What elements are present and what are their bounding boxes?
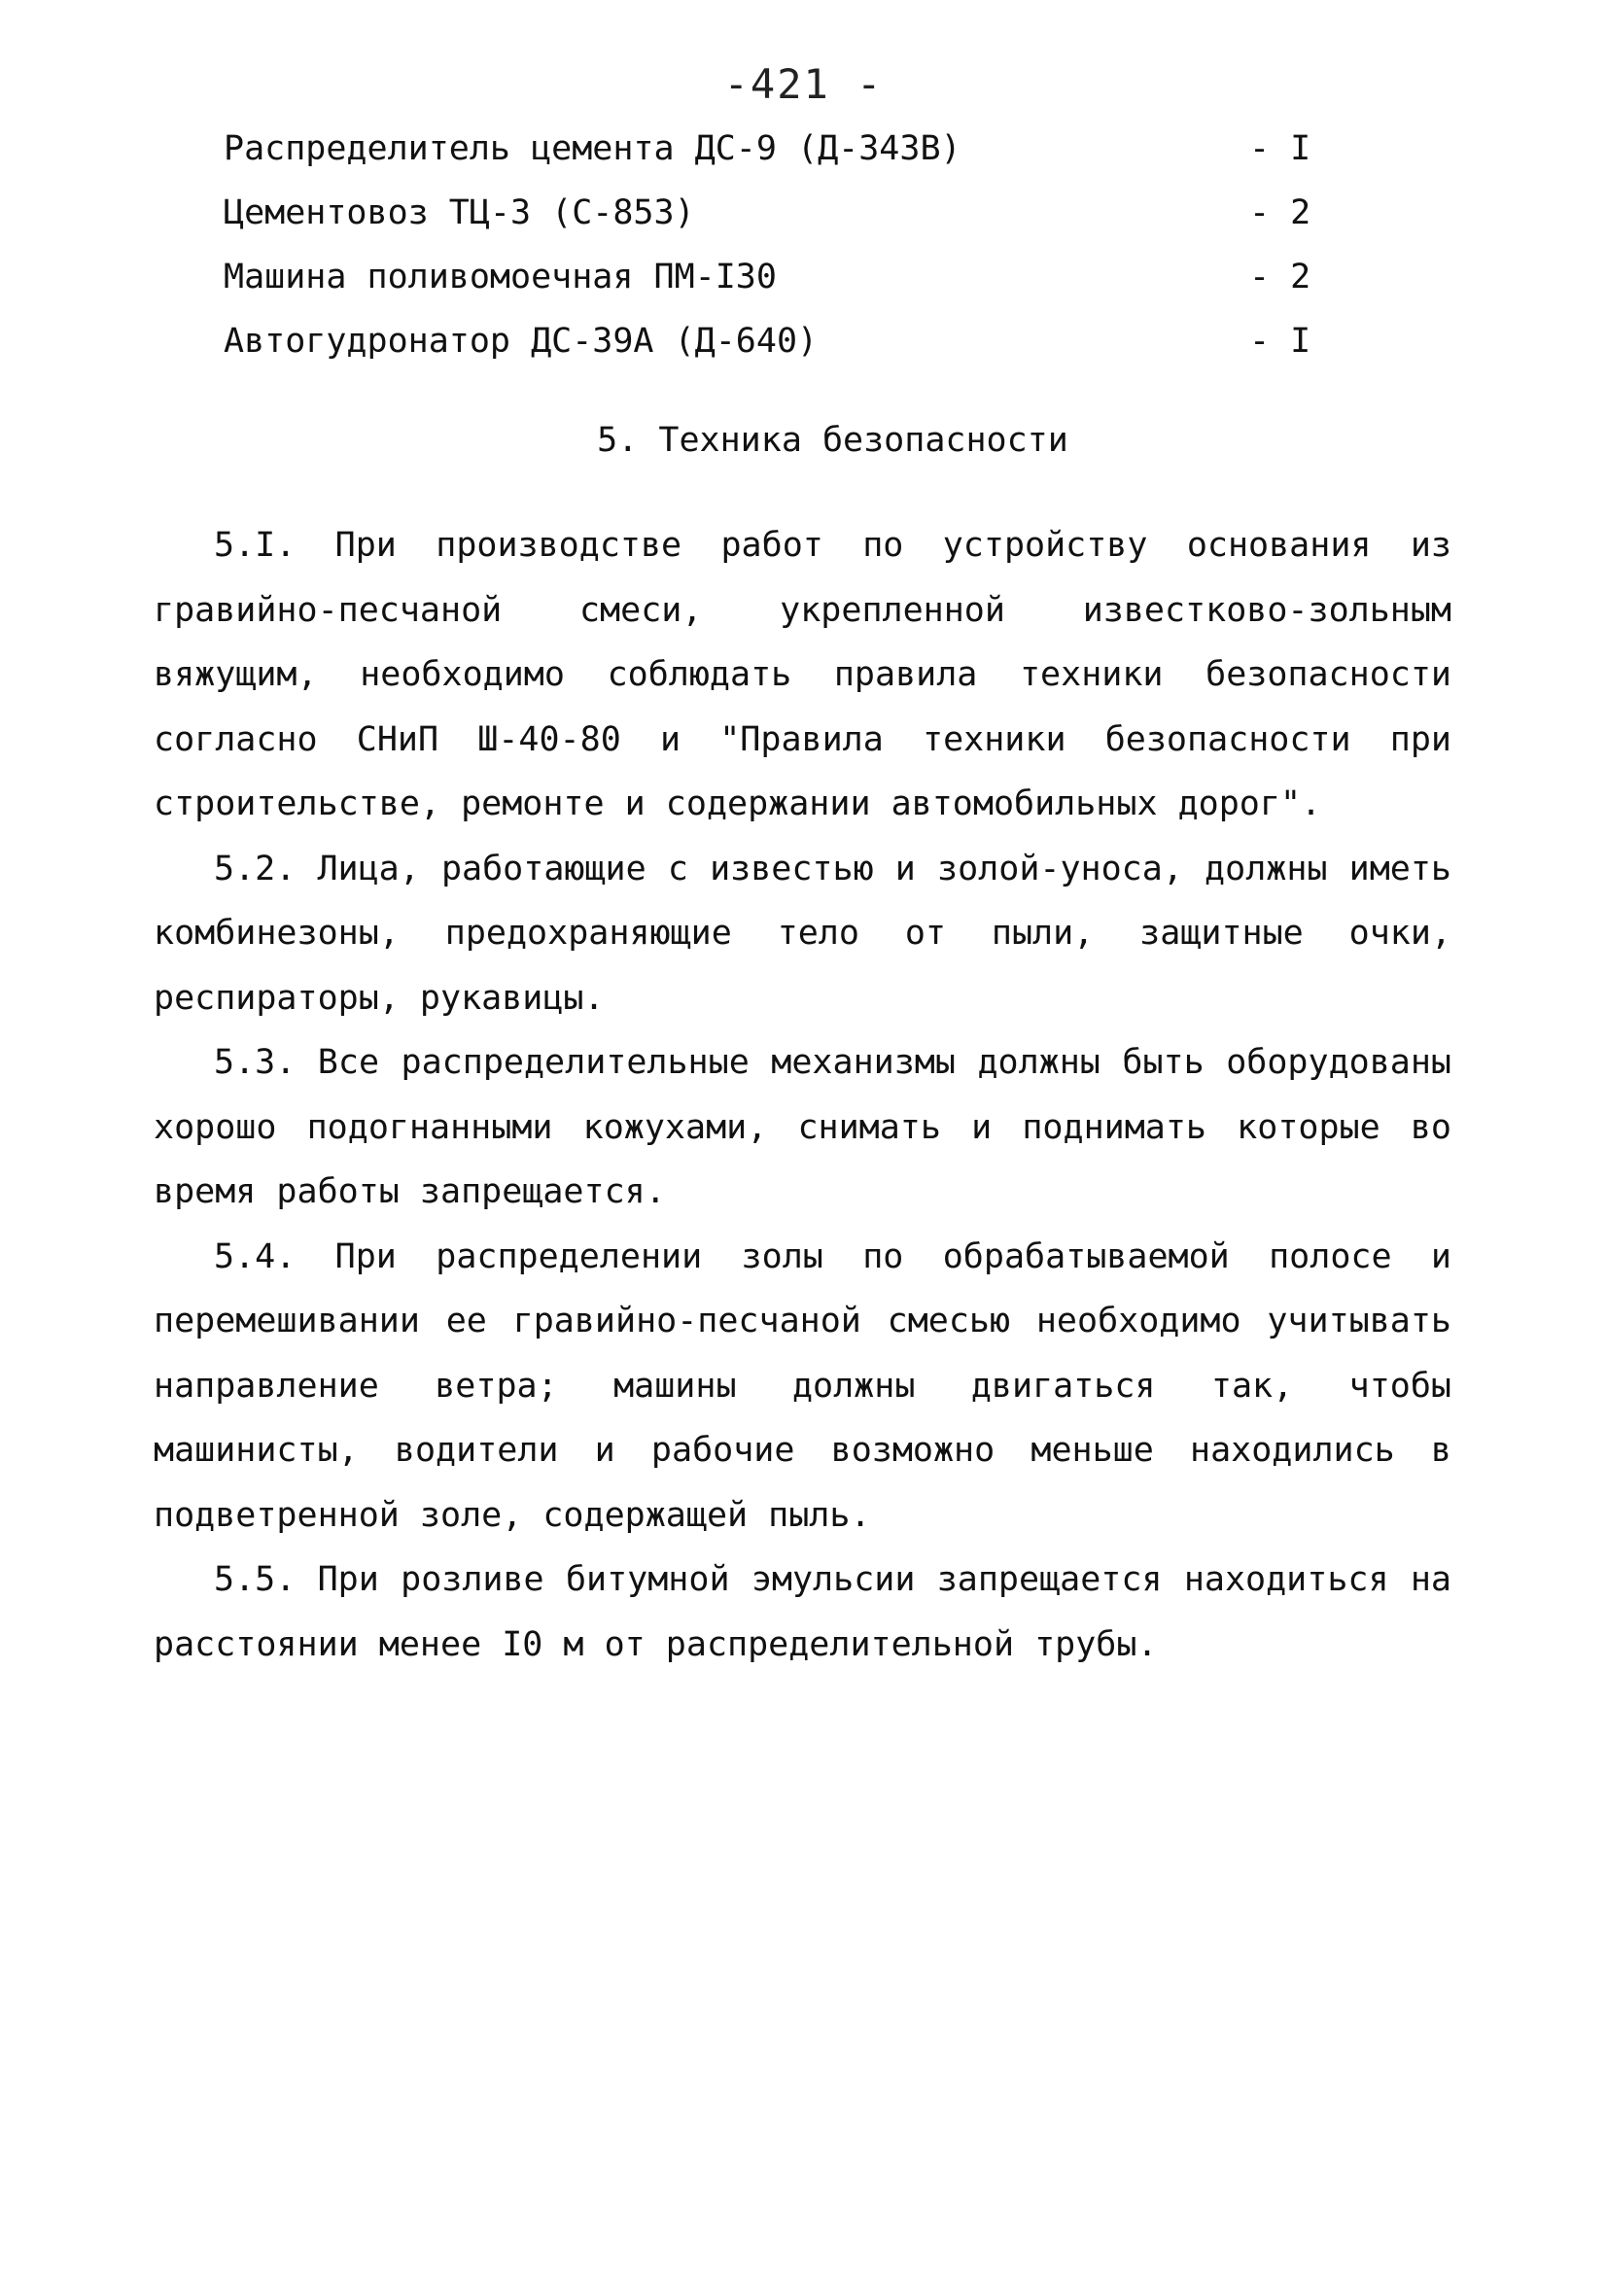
equipment-name: Цементовоз ТЦ-3 (С-853) (224, 193, 695, 232)
equipment-quantity: - I (1249, 322, 1311, 361)
paragraph-text: 5.4. При распределении золы по обрабатываемой полосе и перемешивании ее гравийно-песчаной смесью необходимо учитывать направление ветра; машины должны двигаться так, чтобы машинисты, водители и рабочие возможно меньше находились в подветренной золе, содержащей пыль. (154, 1236, 1451, 1535)
paragraph-text: 5.2. Лица, работающие с известью и золой-уноса, должны иметь комбинезоны, предохраняющие тело от пыли, защитные очки, респираторы, рукавицы. (154, 849, 1451, 1018)
equipment-quantity: - I (1249, 129, 1311, 168)
paragraph-text: 5.5. При розливе битумной эмульсии запрещается находиться на расстоянии менее I0 м от распределительной трубы. (154, 1560, 1451, 1664)
paragraph (154, 1548, 1451, 1677)
equipment-quantity: - 2 (1249, 258, 1311, 296)
page-number: -421 - (723, 60, 884, 108)
paragraph (154, 1030, 1451, 1225)
equipment-item (224, 317, 1342, 381)
equipment-name: Автогудронатор ДС-39А (Д-640) (224, 322, 819, 361)
paragraph (154, 513, 1451, 837)
equipment-name: Машина поливомоечная ПМ-I30 (224, 258, 777, 296)
paragraph (154, 1225, 1451, 1548)
equipment-item (224, 253, 1342, 317)
equipment-list (224, 124, 1342, 381)
paragraph (154, 837, 1451, 1031)
paragraph-text: 5.3. Все распределительные механизмы должны быть оборудованы хорошо подогнанными кожухами, снимать и поднимать которые во время работы запрещается. (154, 1043, 1451, 1211)
safety-text (154, 513, 1451, 1677)
equipment-quantity: - 2 (1249, 193, 1311, 232)
equipment-item (224, 189, 1342, 253)
equipment-item (224, 124, 1342, 189)
equipment-name: Распределитель цемента ДС-9 (Д-343В) (224, 129, 961, 168)
paragraph-text: 5.I. При производстве работ по устройству основания из гравийно-песчаной смеси, укрепленной известково-зольным вяжущим, необходимо соблюдать правила техники безопасности согласно СНиП Ш-40-80 и "Правила техники безопасности при строительстве, ремонте и содержании автомобильных дорог". (154, 526, 1451, 823)
section-title: 5. Техника безопасности (597, 421, 1068, 460)
